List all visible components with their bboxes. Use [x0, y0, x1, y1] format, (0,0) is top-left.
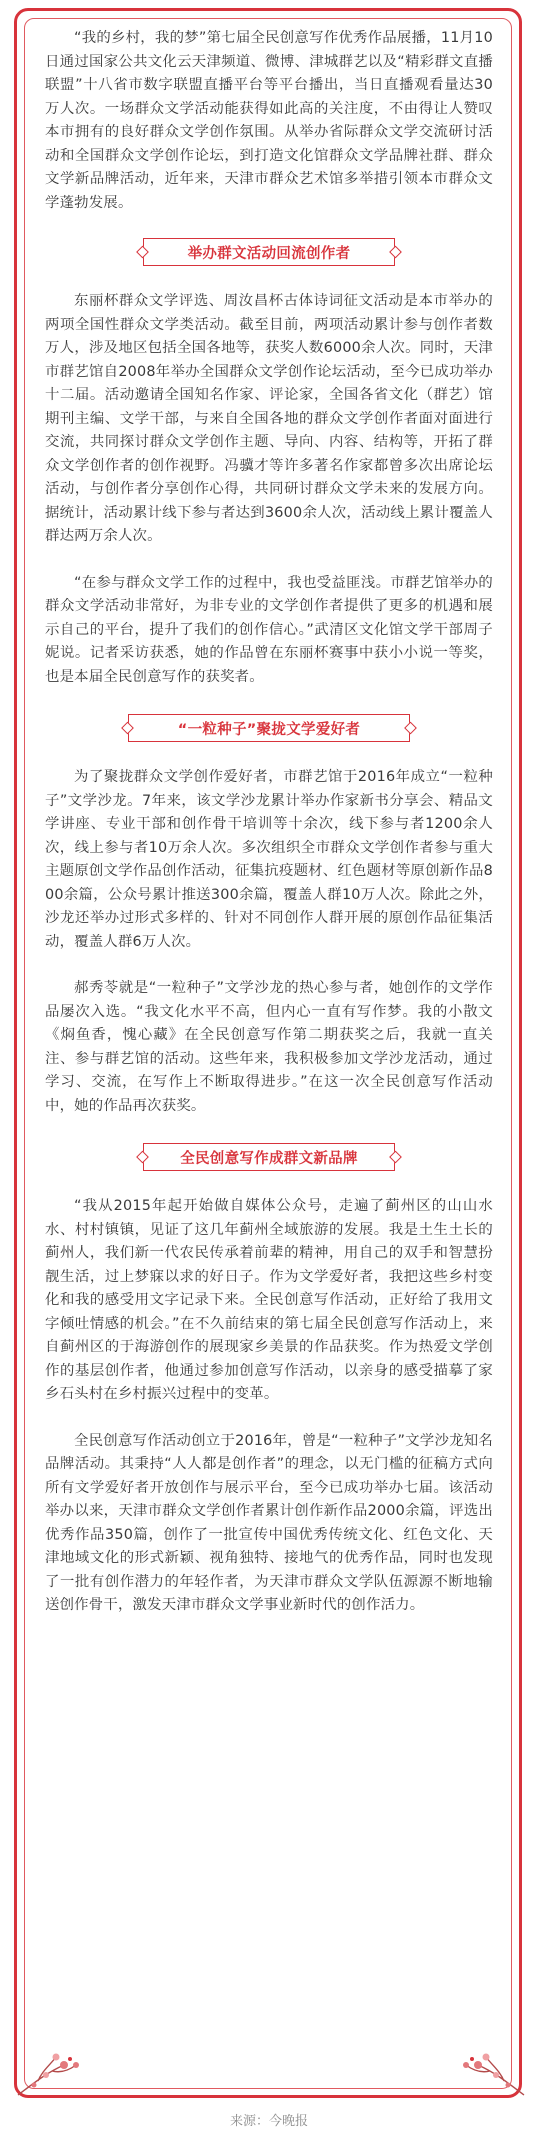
section-3-paragraph-1: “我从2015年起开始做自媒体公众号，走遍了蓟州区的山山水水、村村镇镇，见证了这几年蓟州全域旅游的发展。我是土生土长的蓟州人，我们新一代农民传承着前辈的精神，用自己的双手和智慧扮靓生活，过上梦寐以求的好日子。作为文学爱好者，我把这些乡村变化和我的感受用文字记录下来。全民创意写作活动，正好给了我用文字倾吐情感的机会。”在不久前结束的第七届全民创意写作活动上，来自蓟州区的于海游创作的展现家乡美景的作品获奖。作为热爱文学创作的基层创作者，他通过参加创意写作活动，以亲身的感受描摹了家乡石头村在乡村振兴过程中的变革。: [45, 1198, 493, 1402]
section-heading-3: [45, 1142, 493, 1172]
article-content: [45, 12, 493, 1618]
section-heading-frame: [143, 1143, 395, 1171]
section-heading-1: [45, 237, 493, 267]
intro-paragraph: “我的乡村，我的梦”第七届全民创意写作优秀作品展播，11月10日通过国家公共文化云天津频道、微博、津城群艺以及“精彩群文直播联盟”十八省市数字联盟直播平台等平台播出，当日直播观看量达30万人次。一场群众文学活动能获得如此高的关注度，不由得让人赞叹本市拥有的良好群众文学创作氛围。从举办省际群众文学交流研讨活动和全国群众文学创作论坛，到打造文化馆群众文学品牌社群、群众文学新品牌活动，近年来，天津市群众艺术馆多举措引领本市群众文学蓬勃发展。: [45, 30, 493, 211]
section-title: 举办群文活动回流创作者: [187, 245, 351, 262]
plum-blossom-left-icon: [16, 2035, 96, 2097]
source-credit: 来源：今晚报: [229, 2114, 308, 2129]
section-heading-frame: [143, 238, 395, 266]
section-title: 全民创意写作成群文新品牌: [180, 1150, 358, 1167]
section-1-paragraph-2: “在参与群众文学工作的过程中，我也受益匪浅。市群艺馆举办的群众文学活动非常好，为非专业的文学创作者提供了更多的机遇和展示自己的平台，提升了我们的创作信心。”武清区文化馆文学干部周子妮说。记者采访获悉，她的作品曾在东丽杯赛事中获小小说一等奖，也是本届全民创意写作的获奖者。: [45, 574, 493, 685]
section-heading-frame: [128, 714, 410, 742]
section-3-paragraph-2: 全民创意写作活动创立于2016年，曾是“一粒种子”文学沙龙知名品牌活动。其秉持“人人都是创作者”的理念，以无门槛的征稿方式向所有文学爱好者开放创作与展示平台，至今已成功举办七届。该活动举办以来，天津市群众文学创作者累计创作新作品2000余篇，评选出优秀作品350篇，创作了一批宣传中国优秀传统文化、红色文化、天津地域文化的形式新颖、视角独特、接地气的优秀作品，同时也发现了一批有创作潜力的年轻作者，为天津市群众文学队伍源源不断地输送创作骨干，激发天津市群众文学事业新时代的创作活力。: [45, 1432, 493, 1613]
section-1-paragraph-1: 东丽杯群众文学评选、周汝昌杯古体诗词征文活动是本市举办的两项全国性群众文学类活动。截至目前，两项活动累计参与创作者数万人，涉及地区包括全国各地等，获奖人数6000余人次。同时，天津市群艺馆自2008年举办全国群众文学创作论坛活动，至今已成功举办十二届。活动邀请全国知名作家、评论家，全国各省文化（群艺）馆期刊主编、文学干部，与来自全国各地的群众文学创作者面对面进行交流，共同探讨群众文学创作主题、导向、内容、结构等，开拓了群众文学创作者的创作视野。冯骥才等许多著名作家都曾多次出席论坛活动，与创作者分享创作心得，共同研讨群众文学未来的发展方向。据统计，活动累计线下参与者达到3600余人次，活动线上累计覆盖人群达两万余人次。: [45, 293, 493, 544]
section-title: “一粒种子”聚拢文学爱好者: [177, 721, 361, 738]
section-2-paragraph-1: 为了聚拢群众文学创作爱好者，市群艺馆于2016年成立“一粒种子”文学沙龙。7年来，该文学沙龙累计举办作家新书分享会、精品文学讲座、专业干部和创作骨干培训等十余次，线下参与者1200余人次，线上参与者10万余人次。多次组织全市群众文学创作者参与重大主题原创文学作品创作活动，征集抗疫题材、红色题材等原创新作品800余篇，公众号累计推送300余篇，覆盖人群10万人次。除此之外，沙龙还举办过形式多样的、针对不同创作人群开展的原创作品征集活动，覆盖人群6万人次。: [45, 769, 493, 950]
plum-blossom-right-icon: [446, 2035, 526, 2097]
section-2-paragraph-2: 郝秀苓就是“一粒种子”文学沙龙的热心参与者，她创作的文学作品屡次入选。“我文化水平不高，但内心一直有写作梦。我的小散文《焖鱼香，愧心藏》在全民创意写作第二期获奖之后，我就一直关注、参与群艺馆的活动。这些年来，我积极参加文学沙龙活动，通过学习、交流，在写作上不断取得进步。”在这一次全民创意写作活动中，她的作品再次获奖。: [45, 980, 493, 1114]
section-heading-2: [45, 713, 493, 743]
